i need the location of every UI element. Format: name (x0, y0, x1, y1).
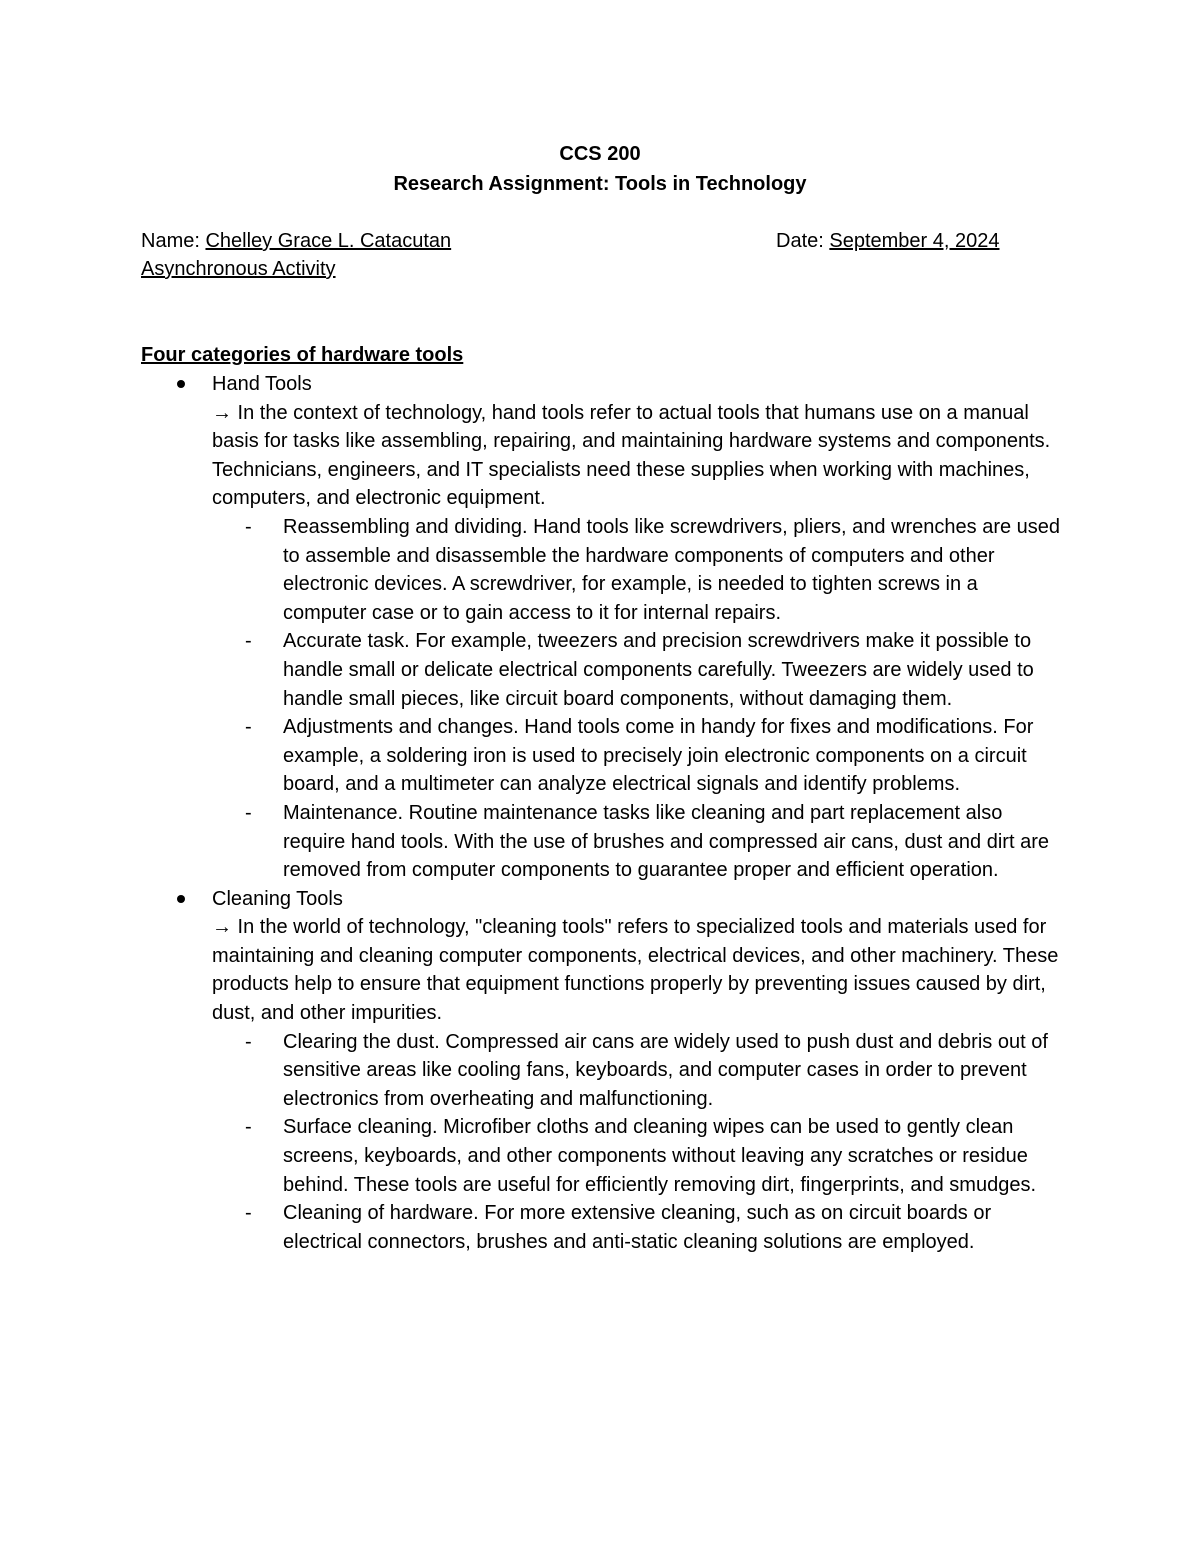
list-item-text: Surface cleaning. Microfiber cloths and cleaning wipes can be used to gently clean screens, keyboards, and other components without leaving any scratches or residue behind. These tools are useful for efficiently removing dirt, fingerprints, and smudges. (283, 1116, 1036, 1196)
list-item (212, 513, 1061, 627)
student-name: Chelley Grace L. Catacutan (205, 230, 452, 252)
category-hand-tools (141, 370, 1061, 885)
list-item (212, 713, 1061, 799)
category-cleaning-tools (141, 885, 1061, 1257)
bullet-icon (177, 380, 185, 388)
dash-marker: - (245, 801, 252, 824)
date-label: Date: (776, 230, 830, 252)
bullet-icon (177, 895, 185, 903)
list-item (212, 799, 1061, 885)
category-description: → In the context of technology, hand tools refer to actual tools that humans use on a manual basis for tasks like assembling, repairing, and maintaining hardware systems and components. Technicians, engineers, and IT specialists need these supplies when working with machines, computers, and electronic equipment. (212, 401, 1051, 510)
dash-marker: - (245, 716, 252, 739)
list-item-text: Maintenance. Routine maintenance tasks like cleaning and part replacement also require hand tools. With the use of brushes and compressed air cans, dust and dirt are removed from computer components to guarantee proper and efficient operation. (283, 801, 1049, 882)
dash-marker: - (245, 1116, 252, 1139)
category-title: Hand Tools (212, 373, 312, 395)
assignment-title: Research Assignment: Tools in Technology (393, 173, 807, 195)
section-heading: Four categories of hardware tools (141, 344, 464, 366)
list-item-text: Accurate task. For example, tweezers and precision screwdrivers make it possible to handle small or delicate electrical components carefully. Tweezers are widely used to handle small pieces, like circuit board components, without damaging them. (283, 630, 1034, 710)
dash-marker: - (245, 515, 252, 538)
dash-marker: - (245, 630, 252, 653)
name-label: Name: (141, 230, 206, 252)
list-item-text: Reassembling and dividing. Hand tools like screwdrivers, pliers, and wrenches are used to assemble and disassemble the hardware components of computers and other electronic devices. A screwdriver, for example, is needed to tighten screws in a computer case or to gain access to it for internal repairs. (283, 515, 1061, 624)
section-content (141, 370, 1061, 1256)
list-item-text: Clearing the dust. Compressed air cans are widely used to push dust and debris out of sensitive areas like cooling fans, keyboards, and computer cases in order to prevent electronics from overheating and malfunctioning. (283, 1030, 1048, 1110)
list-item (212, 1113, 1061, 1199)
submission-date: September 4, 2024 (829, 230, 1000, 252)
dash-marker: - (245, 1202, 252, 1225)
category-description: → In the world of technology, "cleaning tools" refers to specialized tools and materials used for maintaining and cleaning computer components, electrical devices, and other machinery. These products help to ensure that equipment functions properly by preventing issues caused by dirt, dust, and other impurities. (212, 916, 1059, 1025)
category-title: Cleaning Tools (212, 887, 343, 910)
list-item-text: Adjustments and changes. Hand tools come in handy for fixes and modifications. For example, a soldering iron is used to precisely join electronic components on a circuit board, and a multimeter can analyze electrical signals and identify problems. (283, 716, 1034, 796)
name-line (141, 228, 451, 254)
course-code: CCS 200 (559, 143, 641, 165)
list-item (212, 1028, 1061, 1114)
list-item (212, 627, 1061, 713)
date-line (776, 228, 999, 254)
list-item (212, 1199, 1061, 1256)
dash-marker: - (245, 1030, 252, 1053)
list-item-text: Cleaning of hardware. For more extensive cleaning, such as on circuit boards or electrical connectors, brushes and anti-static cleaning solutions are employed. (283, 1202, 992, 1253)
activity-type: Asynchronous Activity (141, 258, 336, 280)
